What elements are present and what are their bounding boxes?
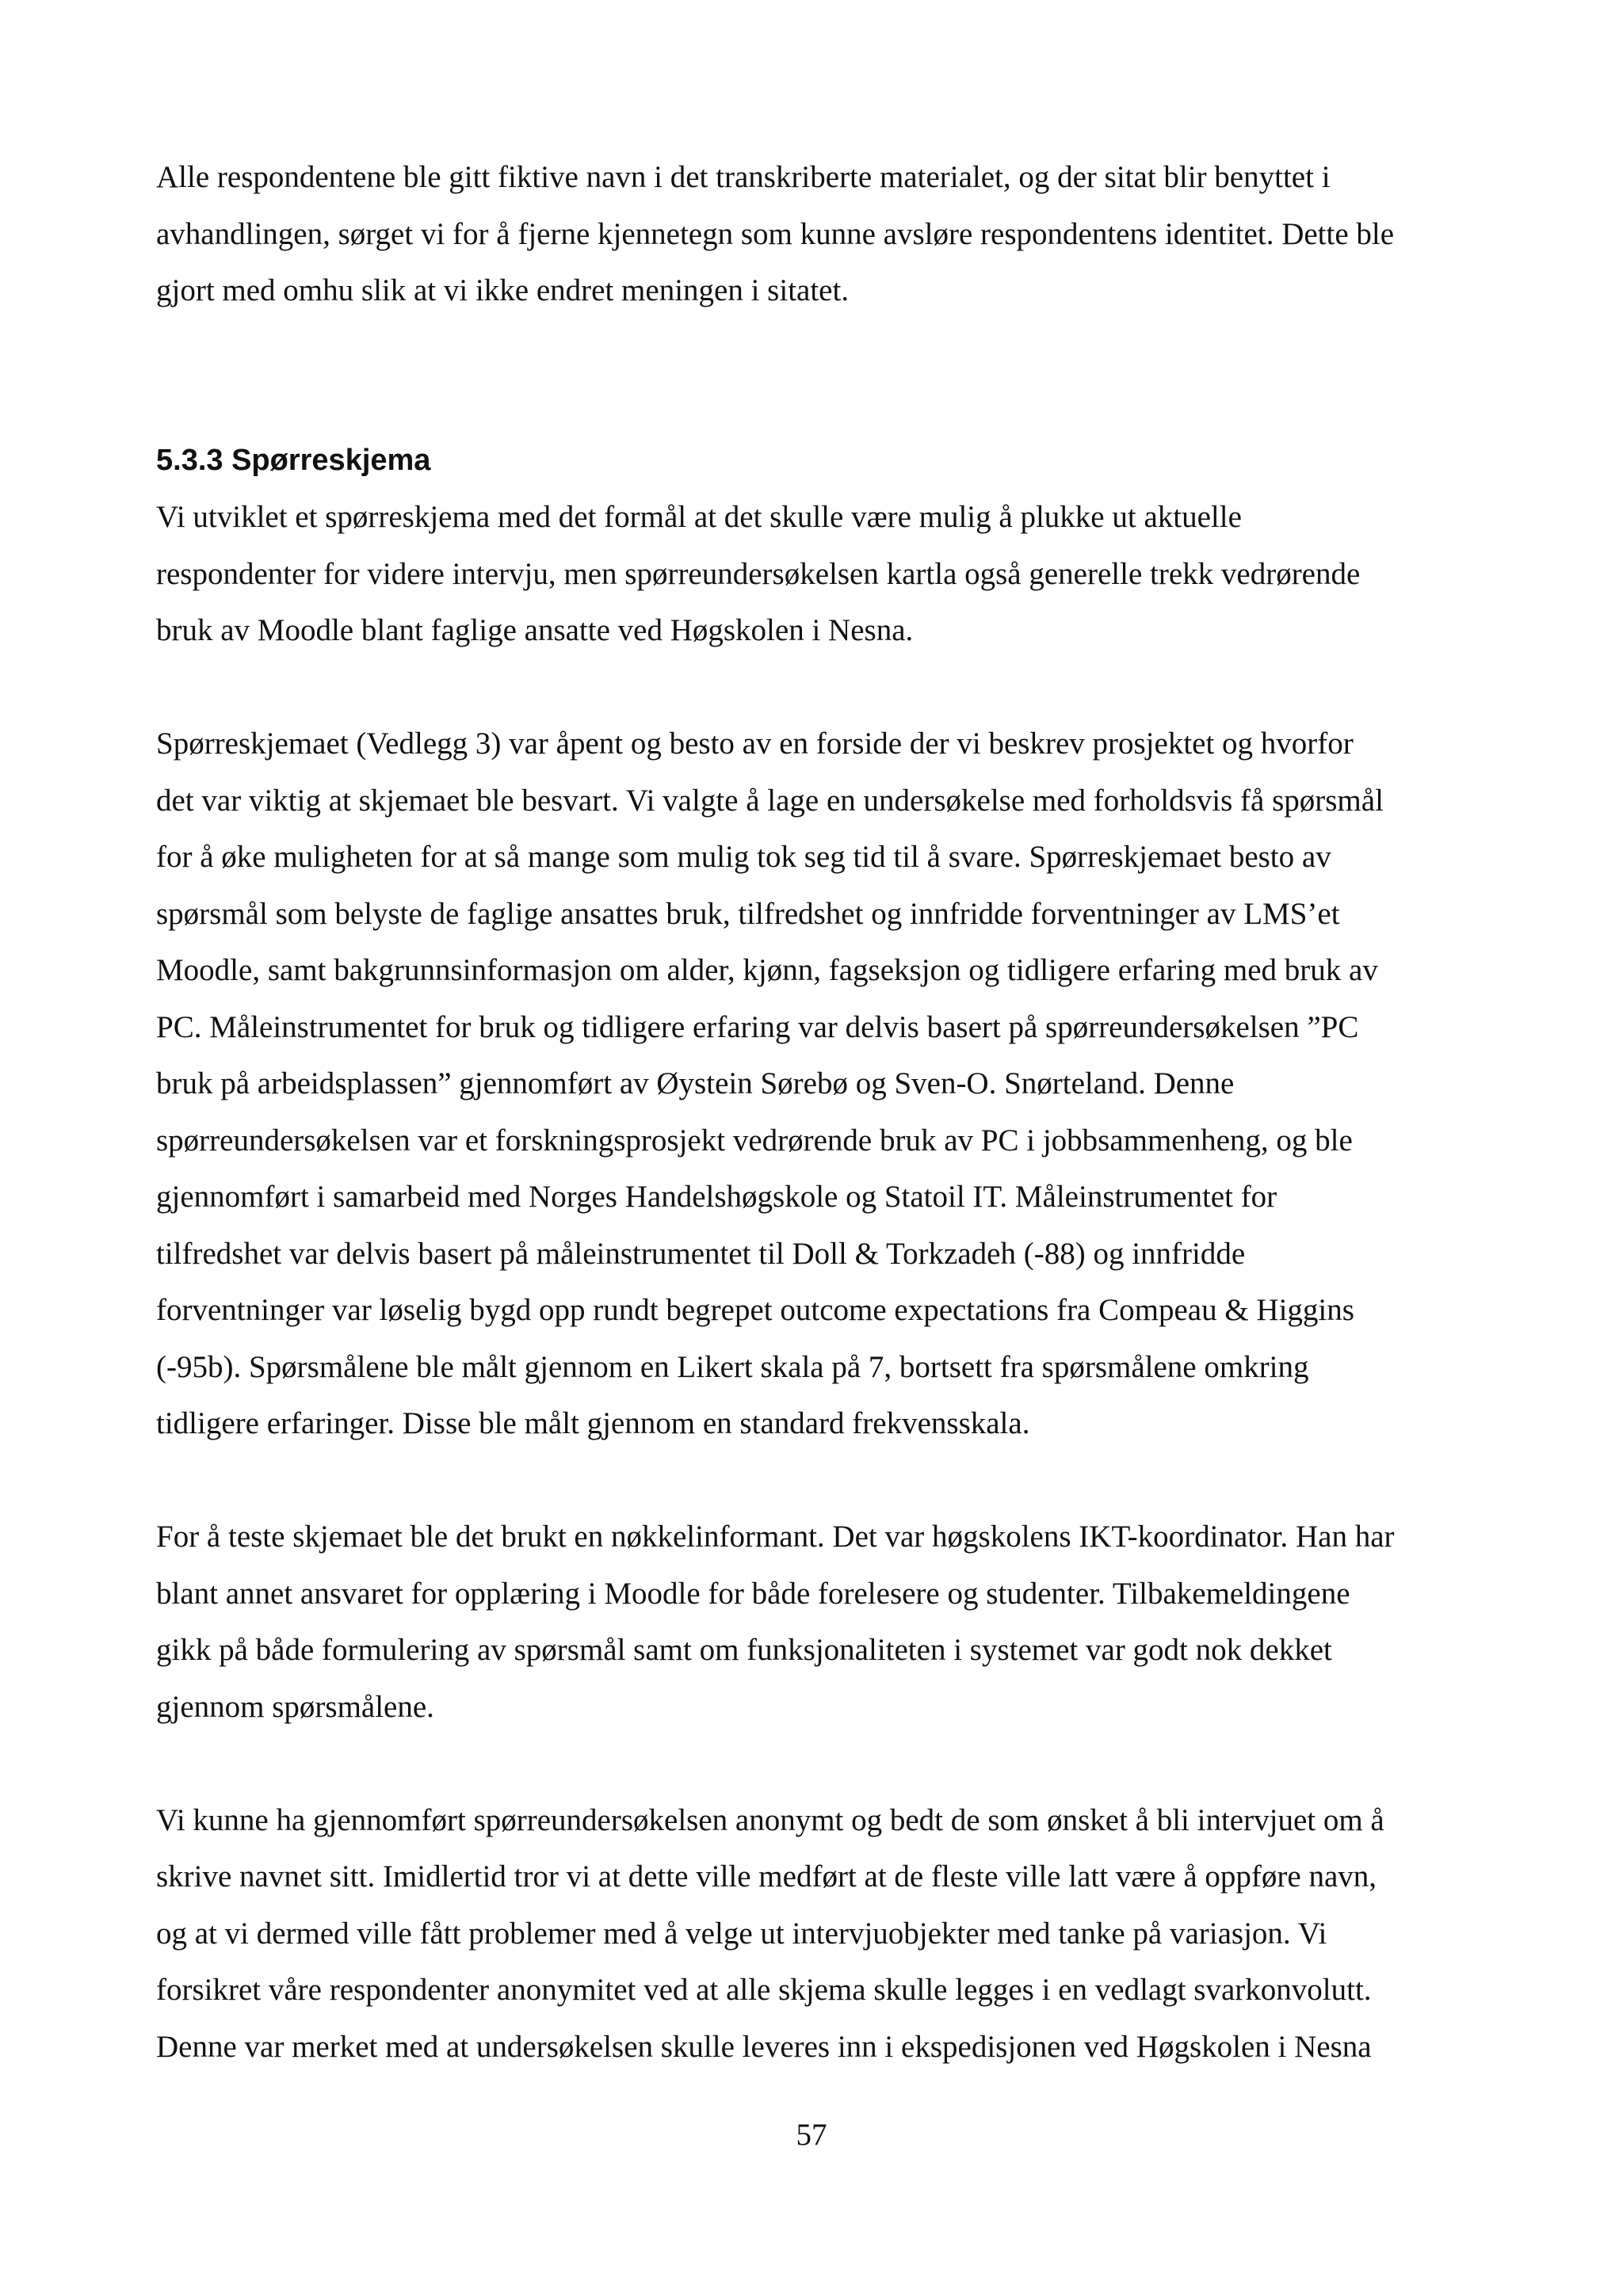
- text-line: skrive navnet sitt. Imidlertid tror vi at dette ville medført at de fleste ville latt være å oppføre navn,: [156, 1859, 1377, 1894]
- text-line: PC. Måleinstrumentet for bruk og tidligere erfaring var delvis basert på spørreundersøkelsen ”PC: [156, 1009, 1359, 1044]
- paragraph-anonymization: [156, 149, 1480, 319]
- paragraph-spacer: [156, 659, 1480, 716]
- text-line: avhandlingen, sørget vi for å fjerne kjennetegn som kunne avsløre respondentens identitet. Dette ble: [156, 216, 1395, 251]
- text-line: Spørreskjemaet (Vedlegg 3) var åpent og besto av en forside der vi beskrev prosjektet og hvorfor: [156, 727, 1354, 761]
- text-line: det var viktig at skjemaet ble besvart. Vi valgte å lage en undersøkelse med forholdsvis få spørsmål: [156, 783, 1384, 818]
- text-line: Vi kunne ha gjennomført spørreundersøkelsen anonymt og bedt de som ønsket å bli intervjuet om å: [156, 1802, 1384, 1837]
- text-line: Vi utviklet et spørreskjema med det formål at det skulle være mulig å plukke ut aktuelle: [156, 500, 1242, 534]
- paragraph-spacer: [156, 319, 1480, 433]
- paragraph-spacer: [156, 1452, 1480, 1509]
- text-line: tidligere erfaringer. Disse ble målt gjennom en standard frekvensskala.: [156, 1406, 1030, 1440]
- text-line: gjort med omhu slik at vi ikke endret meningen i sitatet.: [156, 273, 850, 307]
- text-line: bruk av Moodle blant faglige ansatte ved Høgskolen i Nesna.: [156, 613, 914, 647]
- text-line: Denne var merket med at undersøkelsen skulle leveres inn i ekspedisjonen ved Høgskolen i Nesna: [156, 2029, 1372, 2064]
- text-line: spørreundersøkelsen var et forskningsprosjekt vedrørende bruk av PC i jobbsammenheng, og ble: [156, 1123, 1353, 1158]
- text-line: forsikret våre respondenter anonymitet ved at alle skjema skulle legges i en vedlagt svarkonvolutt.: [156, 1973, 1372, 2007]
- text-line: Alle respondentene ble gitt fiktive navn i det transkriberte materialet, og der sitat blir benyttet i: [156, 160, 1331, 194]
- paragraph-anonymity: [156, 1792, 1480, 2076]
- text-line: respondenter for videre intervju, men spørreundersøkelsen kartla også generelle trekk vedrørende: [156, 556, 1361, 591]
- page-number: 57: [796, 2118, 827, 2152]
- text-line: gikk på både formulering av spørsmål samt om funksjonaliteten i systemet var godt nok dekket: [156, 1633, 1332, 1667]
- text-line: forventninger var løselig bygd opp rundt begrepet outcome expectations fra Compeau & Higgins: [156, 1293, 1354, 1327]
- paragraph-questionnaire-intro: [156, 489, 1480, 659]
- paragraph-questionnaire-design: [156, 715, 1480, 1452]
- page-body: [156, 149, 1480, 2075]
- section-heading: 5.3.3 Spørreskjema: [156, 443, 431, 477]
- text-line: spørsmål som belyste de faglige ansattes bruk, tilfredshet og innfridde forventninger av LMS’et: [156, 896, 1340, 931]
- text-line: for å øke muligheten for at så mange som mulig tok seg tid til å svare. Spørreskjemaet besto av: [156, 840, 1331, 874]
- text-line: gjennom spørsmålene.: [156, 1689, 434, 1724]
- text-line: gjennomført i samarbeid med Norges Handelshøgskole og Statoil IT. Måleinstrumentet for: [156, 1180, 1277, 1214]
- text-line: bruk på arbeidsplassen” gjennomført av Øystein Sørebø og Sven-O. Snørteland. Denne: [156, 1066, 1235, 1100]
- text-line: blant annet ansvaret for opplæring i Moodle for både forelesere og studenter. Tilbakemeldingene: [156, 1576, 1350, 1611]
- text-line: tilfredshet var delvis basert på måleinstrumentet til Doll & Torkzadeh (-88) og innfridde: [156, 1236, 1246, 1271]
- text-line: (-95b). Spørsmålene ble målt gjennom en Likert skala på 7, bortsett fra spørsmålene omkring: [156, 1349, 1309, 1384]
- text-line: For å teste skjemaet ble det brukt en nøkkelinformant. Det var høgskolens IKT-koordinator. Han har: [156, 1520, 1395, 1554]
- paragraph-spacer: [156, 1735, 1480, 1792]
- paragraph-pilot-test: [156, 1508, 1480, 1735]
- text-line: og at vi dermed ville fått problemer med å velge ut intervjuobjekter med tanke på variasjon. Vi: [156, 1916, 1327, 1951]
- text-line: Moodle, samt bakgrunnsinformasjon om alder, kjønn, fagseksjon og tidligere erfaring med bruk av: [156, 953, 1378, 987]
